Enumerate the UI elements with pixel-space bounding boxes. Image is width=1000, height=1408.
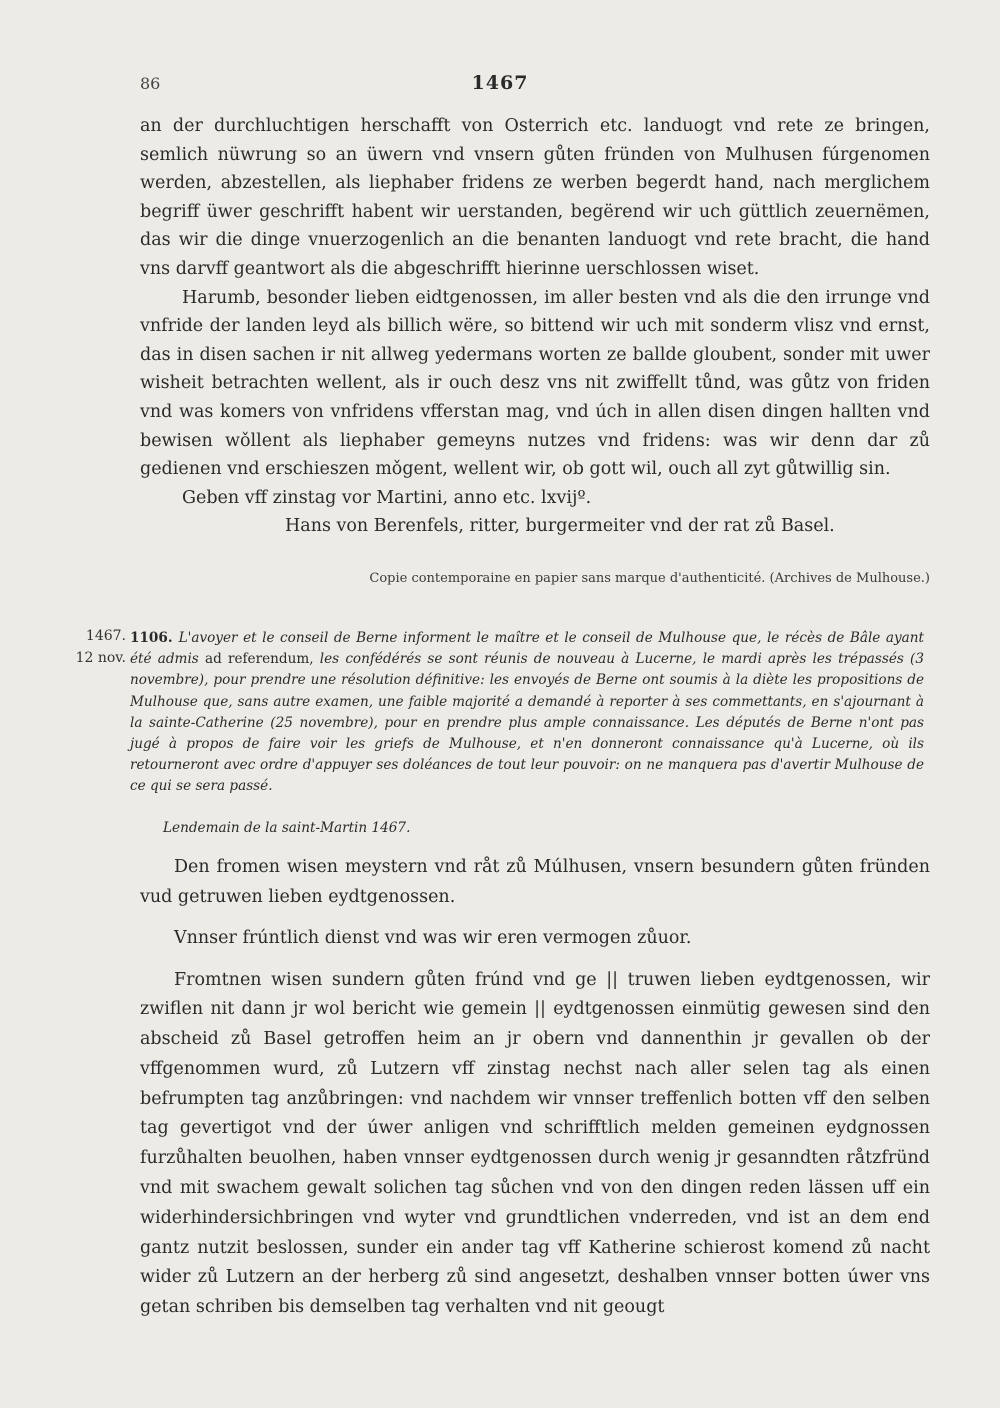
paragraph: Harumb, besonder lieben eidtgenossen, im aller besten vnd als die den irrunge vnd vnfride der landen leyd als billich wëre, so bittend wir uch mit sonderm vlisz vnd ernst, das in disen sachen ir nit allweg yedermans worten ze ballde gloubent, sonder mit uwer wisheit betrachten wellent, als ir ouch desz vns nit zwiffellt tůnd, was gůtz von friden vnd was komers von vnfridens vfferstan mag, vnd úch in allen disen dingen hallten vnd bewisen wǒllent als liephaber gemeyns nutzes vnd fridens: was wir denn dar zů gedienen vnd erschieszen mǒgent, wellent wir, ob gott wil, ouch all zyt gůtwillig sin. (140, 287, 930, 480)
letter-continuation (140, 112, 930, 541)
regest-summary (130, 628, 924, 798)
page-year-heading: 1467 (471, 72, 529, 94)
paragraph: an der durchluchtigen herschafft von Osterrich etc. landuogt vnd rete ze bringen, semlich nüwrung so an üwern vnd vnsern gůten fründen von Mulhusen fúrgenomen werden, abzestellen, als liephaber fridens ze werben begerdt hand, nach merglichem begriff üwer geschrifft habent wir uerstanden, begërend wir uch güttlich zeuernëmen, das wir die dinge vnuerzogenlich an die benanten landuogt vnd rete bracht, die hand vns darvff geantwort als die abgeschrifft hierinne uerschlossen wiset. (140, 116, 930, 279)
letter-text (140, 853, 930, 1323)
letter-address: Den fromen wisen meystern vnd råt zů Múlhusen, vnsern besundern gůten fründen vud getruwen lieben eydtgenossen. (140, 857, 930, 907)
margin-year: 1467. (85, 628, 126, 644)
letter-date: Geben vff zinstag vor Martini, anno etc. lxvijº. (182, 487, 592, 508)
letter-greeting: Vnnser frúntlich dienst vnd was wir eren vermogen zůuor. (174, 928, 692, 948)
source-note: Copie contemporaine en papier sans marque d'authenticité. (Archives de Mulhouse.) (369, 571, 930, 586)
letter-body: Fromtnen wisen sundern gůten frúnd vnd ge || truwen lieben eydtgenossen, wir zwiflen nit dann jr wol bericht wie gemein || eydtgenossen einmütig gewesen sind den abscheid zů Basel getroffen heim an jr obern vnd dannenthin jr gevallen ob der vffgenommen wurd, zů Lutzern vff zinstag nechst nach aller selen tag als einen befrumpten tag anzůbringen: vnd nachdem wir vnnser treffenlich botten vff den selben tag gevertigot vnd der úwer anligen vnd schrifftlich melden gemeinen eydgnossen furzůhalten beuolhen, haben vnnser eydtgenossen durch wenig jr gesanndten råtzfründ vnd mit swachem gewalt solichen tag sůchen vnd von den dingen reden lässen uff ein widerhindersichbringen vnd wyter vnd grundtlichen vnderreden, vnd ist an dem end gantz nutzit beslossen, sunder ein ander tag vff Katherine schierost komend zů nacht wider zů Lutzern an der herberg zů sind angesetzt, deshalben vnnser botten úwer vns getan schriben bis demselben tag verhalten vnd nit geougt (140, 969, 930, 1318)
regest-text: ad referendum, (204, 651, 314, 668)
page-number: 86 (140, 74, 161, 93)
entry-number: 1106. (130, 630, 173, 646)
regest-text: les confédérés se sont réunis de nouveau à Lucerne, le mardi après les trépassés (3 novembre), pour prendre une résolution définitive: les envoyés de Berne ont soumis à la diète les propositions de Mulhouse que, sans autre examen, une faible majorité a demandé à reporter à ses commettants, en s'ajournant à la sainte-Catherine (25 novembre), pour en prendre plus ample connaissance. Les députés de Berne n'ont pas jugé à propos de faire voir les griefs de Mulhouse, et n'en donneront connaissance qu'à Lucerne, où ils retourneront avec ordre d'appuyer ses doléances de tout leur pouvoir: on ne manquera pas d'avertir Mulhouse de ce qui se sera passé. (130, 651, 925, 795)
regest-text: L'avoyer et le conseil de Berne informent le maître et le conseil de Mulhouse que, le récès de Bâle ayant été admis (130, 630, 924, 668)
margin-day: 12 nov. (75, 650, 126, 666)
letter-signature: Hans von Berenfels, ritter, burgermeiter vnd der rat zů Basel. (285, 516, 835, 537)
regest-date: Lendemain de la saint-Martin 1467. (163, 820, 411, 836)
